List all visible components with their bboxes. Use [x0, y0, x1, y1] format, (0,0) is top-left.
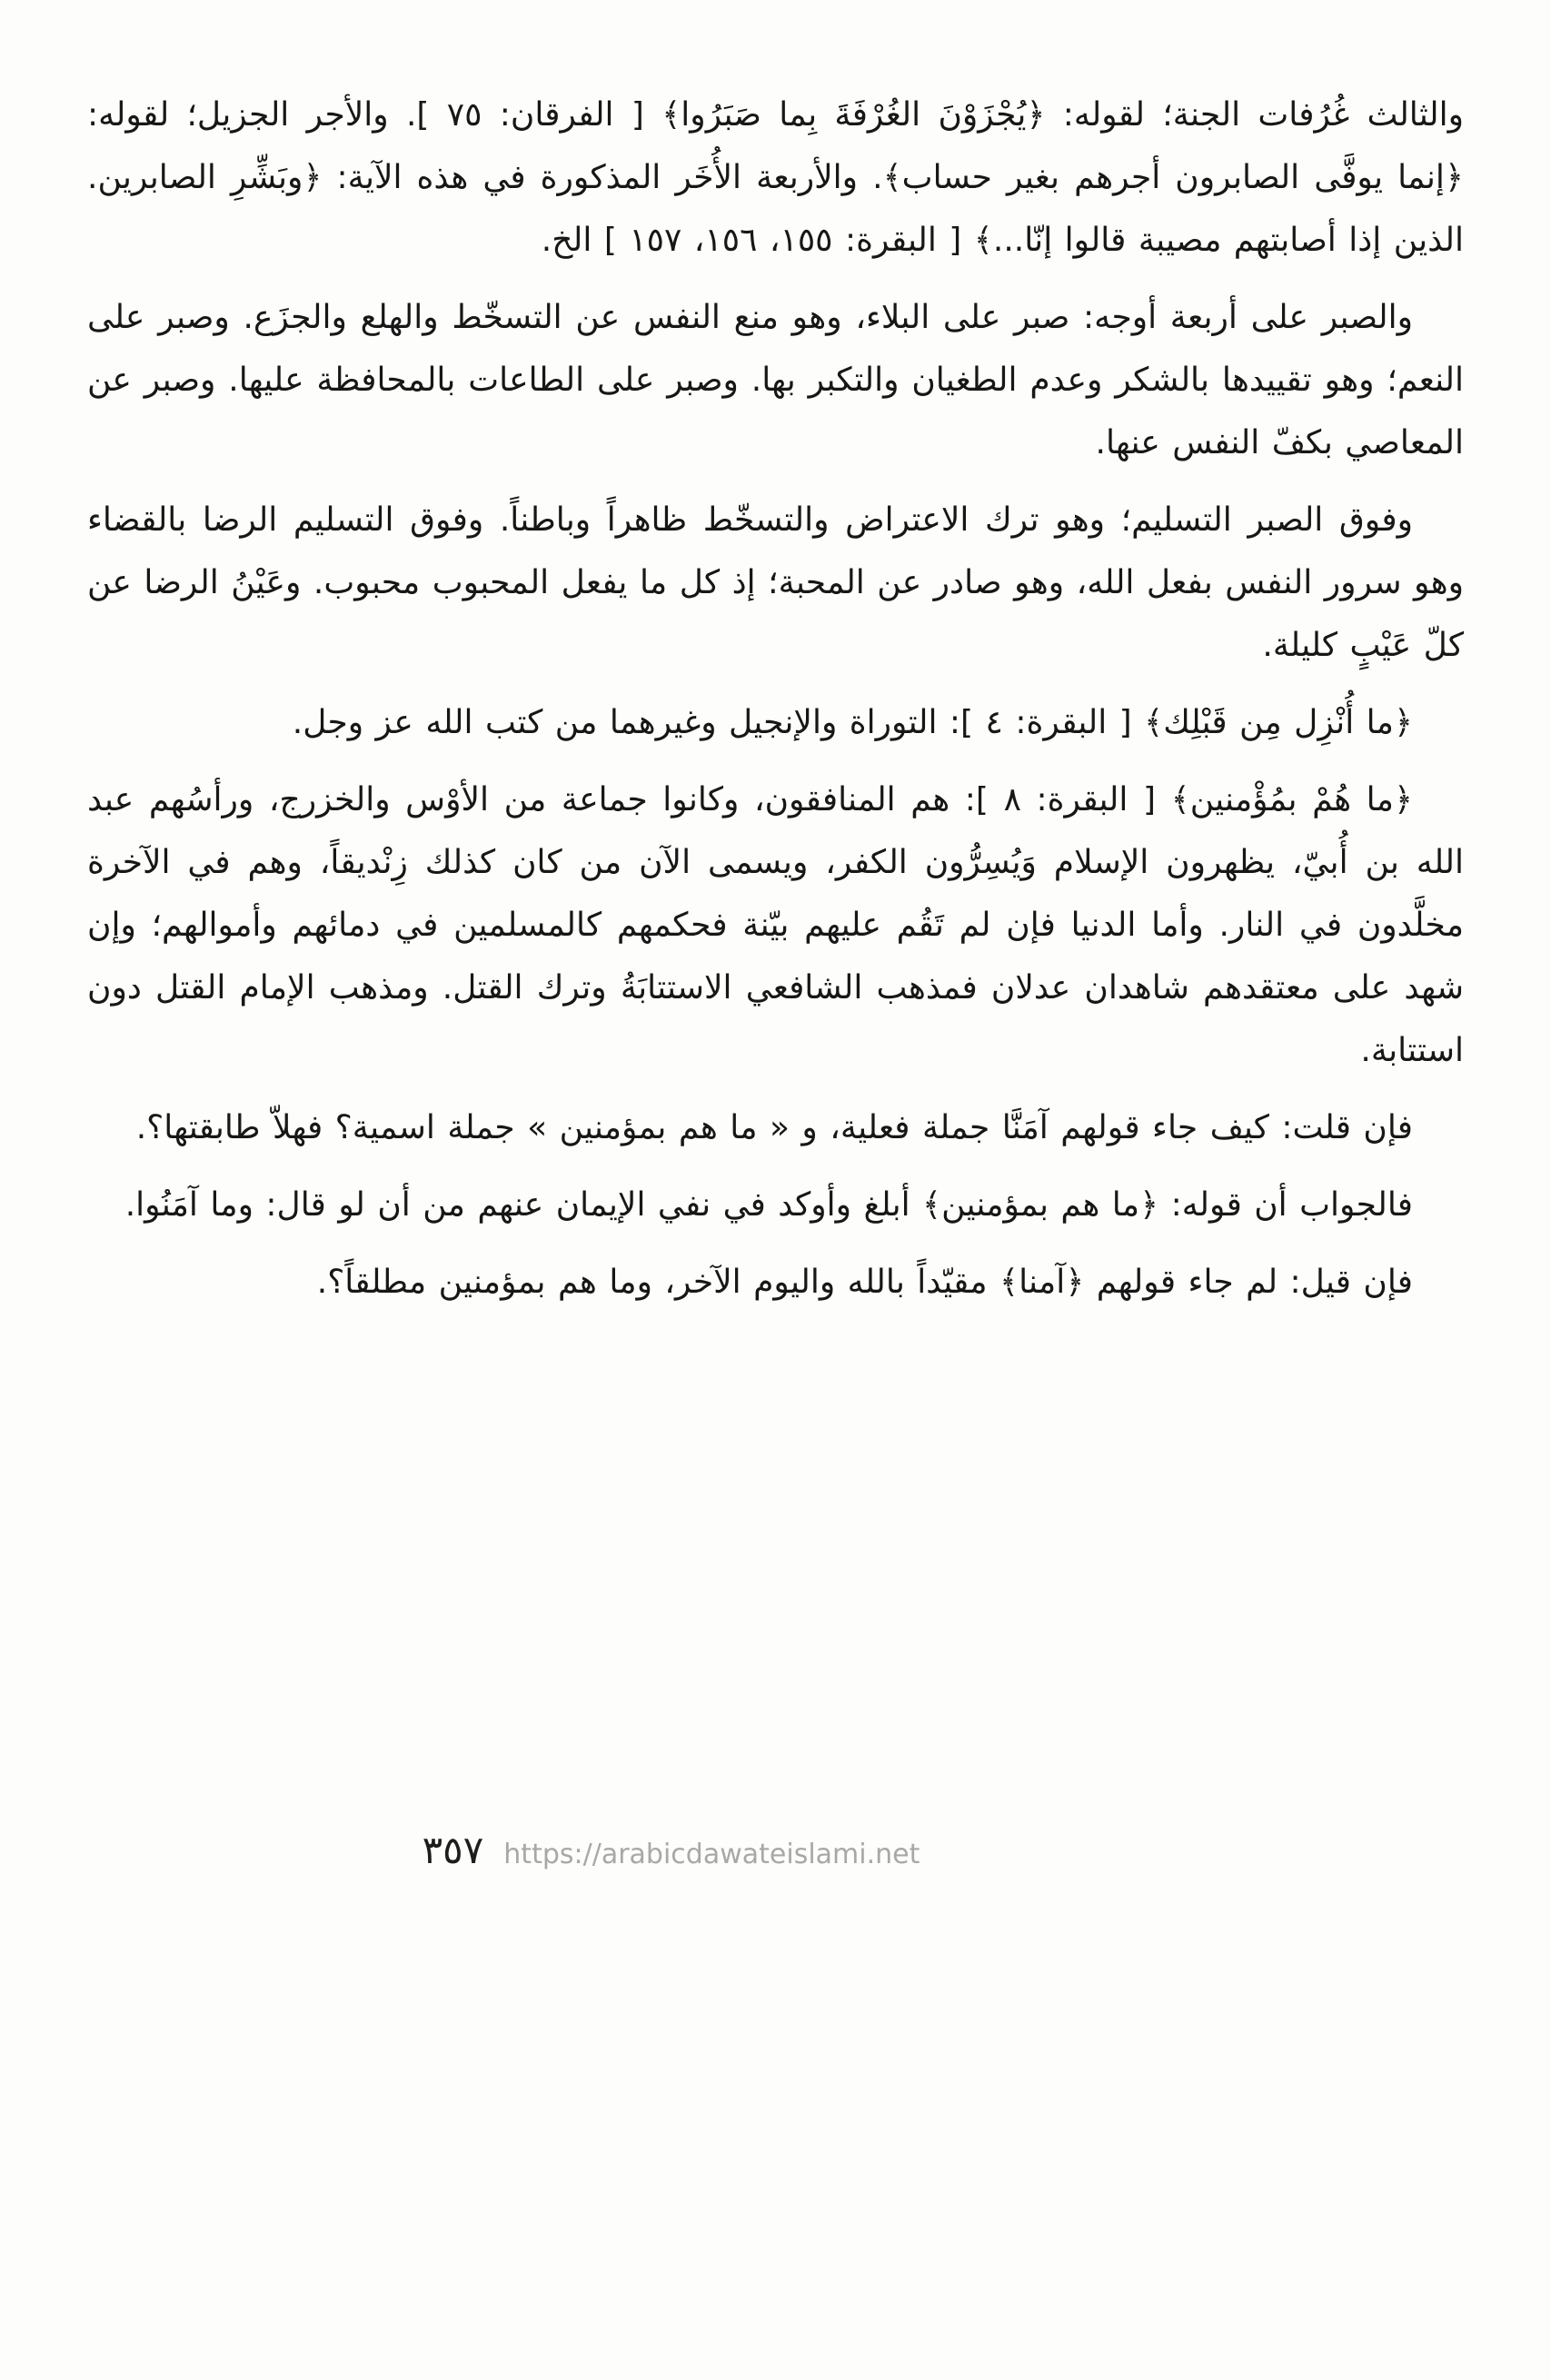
- paragraph-question-restricted-belief: فإن قيل: لم جاء قولهم ﴿آمنا﴾ مقيّداً بالله واليوم الآخر، وما هم بمؤمنين مطلقاً؟.: [316, 1264, 1413, 1301]
- paragraph-answer-emphasis: فالجواب أن قوله: ﴿ما هم بمؤمنين﴾ أبلغ وأوكد في نفي الإيمان عنهم من أن لو قال: وما آمَنُوا.: [124, 1186, 1413, 1224]
- paragraph-submission-and-contentment: وفوق الصبر التسليم؛ وهو ترك الاعتراض والتسخّط ظاهراً وباطناً. وفوق التسليم الرضا بالقضاء وهو سرور النفس بفعل الله، وهو صادر عن المحبة؛ إذ كل ما يفعل المحبوب محبوب. وعَيْنُ الرضا عن كلّ عَيْبٍ كليلة.: [87, 501, 1464, 664]
- paragraph-rewards-of-patience: والثالث غُرُفات الجنة؛ لقوله: ﴿يُجْزَوْنَ الغُرْفَةَ بِما صَبَرُوا﴾ [ الفرقان: ٧٥ ]. والأجر الجزيل؛ لقوله: ﴿إنما يوفَّى الصابرون أجرهم بغير حساب﴾. والأربعة الأُخَر المذكورة في هذه الآية: ﴿وبَشِّرِ الصابرين. الذين إذا أصابتهم مصيبة قالوا إنّا...﴾ [ البقرة: ١٥٥، ١٥٦، ١٥٧ ] الخ.: [87, 96, 1464, 259]
- paragraph-verse-ma-hum-bi-muminin: ﴿ما هُمْ بمُؤْمنين﴾ [ البقرة: ٨ ]: هم المنافقون، وكانوا جماعة من الأوْس والخزرج، ورأسُهم عبد الله بن أُبيّ، يظهرون الإسلام وَيُسِرُّون الكفر، ويسمى الآن من كان كذلك زِنْديقاً، وهم في الآخرة مخلَّدون في النار. وأما الدنيا فإن لم تَقُم عليهم بيّنة فحكمهم كالمسلمين في دمائهم وأموالهم؛ وإن شهد على معتقدهم شاهدان عدلان فمذهب الشافعي الاستتابَةُ وترك القتل. ومذهب الإمام القتل دون استتابة.: [87, 781, 1464, 1069]
- paragraph-verse-ma-unzila: ﴿ما أُنْزِل مِن قَبْلِك﴾ [ البقرة: ٤ ]: التوراة والإنجيل وغيرهما من كتب الله عز وجل.: [292, 704, 1413, 741]
- page-text: [87, 84, 1464, 1314]
- paragraph-four-kinds-of-patience: والصبر على أربعة أوجه: صبر على البلاء، وهو منع النفس عن التسخّط والهلع والجزَع. وصبر على النعم؛ وهو تقييدها بالشكر وعدم الطغيان والتكبر بها. وصبر على الطاعات بالمحافظة عليها. وصبر عن المعاصي بكفّ النفس عنها.: [87, 299, 1464, 461]
- page-footer: [0, 1828, 1447, 1872]
- page-number: ٣٥٧: [422, 1828, 484, 1872]
- watermark-url: https://arabicdawateislami.net: [503, 1839, 920, 1870]
- paragraph-question-sentence-types: فإن قلت: كيف جاء قولهم آمَنَّا جملة فعلية، و « ما هم بمؤمنين » جملة اسمية؟ فهلاّ طابقتها؟.: [135, 1109, 1413, 1146]
